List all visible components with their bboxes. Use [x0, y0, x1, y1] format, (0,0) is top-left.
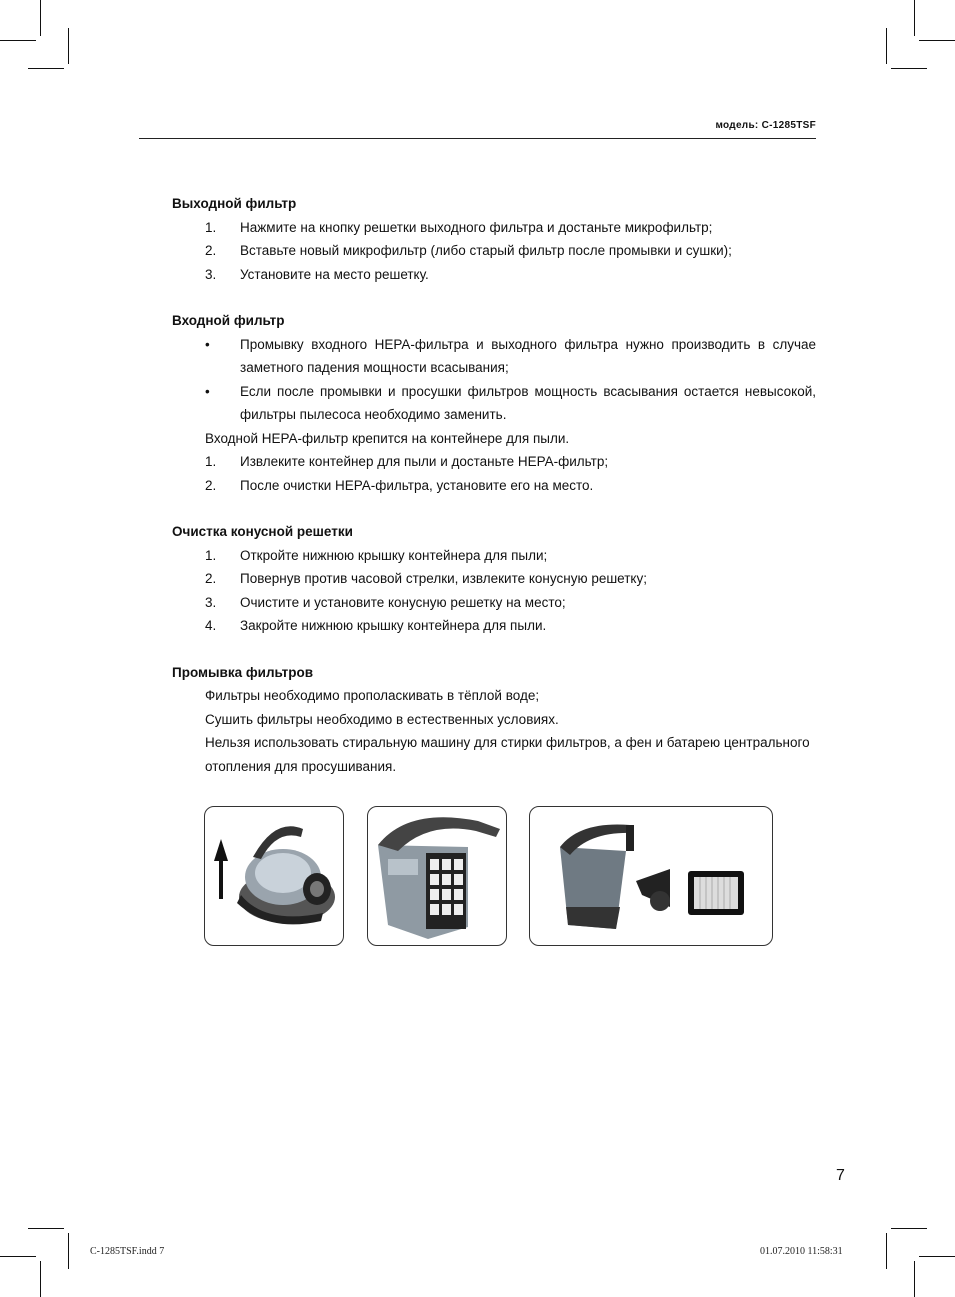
item-text: Установите на место решетку.	[240, 266, 429, 282]
item-number: 2.	[205, 571, 217, 586]
item-number: 4.	[205, 618, 217, 633]
model-header: модель: C-1285TSF	[715, 120, 816, 131]
washing-line: Фильтры необходимо прополаскивать в тёплой воде;	[205, 688, 540, 703]
item-number: 1.	[205, 547, 217, 563]
item-number: 2.	[205, 477, 217, 493]
list-item	[172, 450, 816, 474]
list-item	[172, 567, 816, 591]
list-item	[172, 239, 816, 263]
illustrations	[0, 806, 955, 946]
list-item	[172, 591, 816, 615]
vacuum-cleaner-photo	[204, 806, 344, 946]
list-item	[172, 614, 816, 638]
item-text: Очистите и установите конусную решетку на место;	[240, 594, 566, 610]
item-number: 3.	[205, 266, 217, 282]
section-title-cone-grid: Очистка конусной решетки	[172, 524, 353, 539]
footer-filename: C-1285TSF.indd 7	[90, 1246, 165, 1257]
item-text: Промывку входного HEPA-фильтра и выходного фильтра нужно производить в случае заметного падения мощности всасывания;	[240, 336, 816, 375]
item-text: Нажмите на кнопку решетки выходного фильтра и достаньте микрофильтр;	[240, 219, 713, 235]
bullet-marker: •	[205, 336, 210, 352]
washing-line: Сушить фильтры необходимо в естественных условиях.	[205, 711, 559, 727]
item-text: Вставьте новый микрофильтр (либо старый фильтр после промывки и сушки);	[240, 243, 732, 258]
footer-datetime: 01.07.2010 11:58:31	[760, 1246, 843, 1257]
disassembled-container-photo	[529, 806, 773, 946]
bullet-item	[172, 333, 816, 380]
list-item	[172, 474, 816, 498]
list-item	[172, 216, 816, 240]
dust-container-hepa-photo	[367, 806, 507, 946]
washing-line: Нельзя использовать стиральную машину для стирки фильтров, а фен и батарею центрального отопления для просушивания.	[205, 735, 810, 774]
section-title-inlet-filter: Входной фильтр	[172, 313, 285, 328]
item-text: Закройте нижнюю крышку контейнера для пыли.	[240, 618, 547, 633]
item-text: Извлеките контейнер для пыли и достаньте HEPA-фильтр;	[240, 454, 609, 469]
bullet-marker: •	[205, 383, 210, 399]
section-title-outlet-filter: Выходной фильтр	[172, 196, 297, 211]
page-content	[172, 192, 816, 778]
item-number: 2.	[205, 243, 217, 258]
header-rule	[139, 138, 816, 139]
item-number: 1.	[205, 219, 217, 235]
up-arrow-icon	[214, 839, 228, 899]
item-text: Повернув против часовой стрелки, извлеките конусную решетку;	[240, 571, 647, 586]
bullet-item	[172, 380, 816, 427]
item-number: 1.	[205, 454, 217, 469]
page-number: 7	[836, 1167, 845, 1184]
list-item	[172, 263, 816, 287]
item-text: После очистки HEPA-фильтра, установите его на место.	[240, 477, 594, 493]
section-title-washing: Промывка фильтров	[172, 664, 314, 680]
item-text: Откройте нижнюю крышку контейнера для пыли;	[240, 547, 548, 563]
item-number: 3.	[205, 594, 217, 610]
item-text: Если после промывки и просушки фильтров мощность всасывания остается невысокой, фильтры пылесоса необходимо заменить.	[240, 383, 816, 422]
inlet-note: Входной HEPA-фильтр крепится на контейнере для пыли.	[205, 430, 570, 446]
list-item	[172, 544, 816, 568]
